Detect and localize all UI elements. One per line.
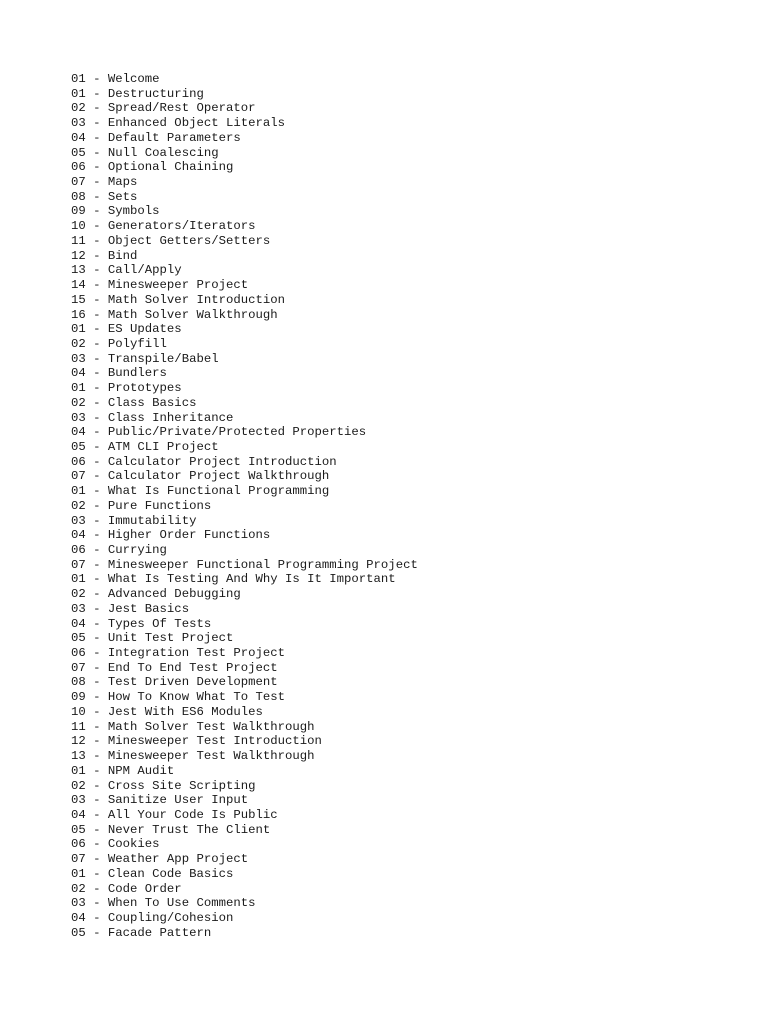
lesson-line: 03 - Transpile/Babel <box>71 351 219 366</box>
lesson-line: 04 - Bundlers <box>71 366 167 381</box>
lesson-line: 10 - Generators/Iterators <box>71 219 256 234</box>
lesson-line: 01 - Clean Code Basics <box>71 866 234 881</box>
lesson-line: 03 - Enhanced Object Literals <box>71 116 286 131</box>
lesson-line: 09 - How To Know What To Test <box>71 690 286 705</box>
lesson-line: 02 - Spread/Rest Operator <box>71 101 256 116</box>
lesson-line: 02 - Class Basics <box>71 395 197 410</box>
lesson-line: 07 - Minesweeper Functional Programming Project <box>71 557 418 572</box>
lesson-line: 09 - Symbols <box>71 204 160 219</box>
lesson-line: 08 - Sets <box>71 189 138 204</box>
lesson-line: 11 - Math Solver Test Walkthrough <box>71 719 315 734</box>
lesson-line: 15 - Math Solver Introduction <box>71 292 286 307</box>
lesson-line: 03 - When To Use Comments <box>71 896 256 911</box>
lesson-line: 04 - Default Parameters <box>71 130 241 145</box>
lesson-line: 10 - Jest With ES6 Modules <box>71 704 263 719</box>
lesson-line: 04 - All Your Code Is Public <box>71 807 278 822</box>
lesson-list <box>71 72 418 940</box>
lesson-line: 11 - Object Getters/Setters <box>71 233 271 248</box>
lesson-line: 02 - Polyfill <box>71 336 167 351</box>
lesson-line: 07 - Weather App Project <box>71 852 249 867</box>
lesson-line: 04 - Coupling/Cohesion <box>71 910 234 925</box>
lesson-line: 07 - End To End Test Project <box>71 660 278 675</box>
lesson-line: 06 - Integration Test Project <box>71 646 286 661</box>
lesson-line: 03 - Sanitize User Input <box>71 793 249 808</box>
lesson-line: 02 - Pure Functions <box>71 498 212 513</box>
lesson-line: 05 - Unit Test Project <box>71 631 234 646</box>
lesson-line: 16 - Math Solver Walkthrough <box>71 307 278 322</box>
lesson-line: 07 - Maps <box>71 175 138 190</box>
lesson-line: 05 - Null Coalescing <box>71 145 219 160</box>
lesson-line: 01 - What Is Testing And Why Is It Important <box>71 572 396 587</box>
lesson-line: 01 - Destructuring <box>71 86 204 101</box>
lesson-line: 03 - Jest Basics <box>71 601 190 616</box>
lesson-line: 07 - Calculator Project Walkthrough <box>71 469 330 484</box>
lesson-line: 01 - ES Updates <box>71 322 182 337</box>
lesson-line: 01 - What Is Functional Programming <box>71 484 330 499</box>
lesson-line: 06 - Cookies <box>71 837 160 852</box>
lesson-line: 03 - Immutability <box>71 513 197 528</box>
lesson-line: 06 - Optional Chaining <box>71 160 234 175</box>
lesson-line: 06 - Currying <box>71 543 167 557</box>
lesson-line: 08 - Test Driven Development <box>71 675 278 690</box>
lesson-line: 05 - Never Trust The Client <box>71 822 271 837</box>
lesson-line: 13 - Call/Apply <box>71 263 182 278</box>
lesson-line: 02 - Code Order <box>71 881 182 896</box>
lesson-line: 01 - Prototypes <box>71 381 182 396</box>
lesson-line: 04 - Public/Private/Protected Properties <box>71 425 367 440</box>
lesson-line: 02 - Cross Site Scripting <box>71 778 256 793</box>
lesson-line: 13 - Minesweeper Test Walkthrough <box>71 749 315 764</box>
lesson-line: 04 - Higher Order Functions <box>71 528 271 543</box>
lesson-line: 04 - Types Of Tests <box>71 616 212 631</box>
lesson-line: 12 - Minesweeper Test Introduction <box>71 734 322 749</box>
lesson-line: 01 - Welcome <box>71 72 160 86</box>
lesson-line: 03 - Class Inheritance <box>71 410 234 425</box>
lesson-line: 06 - Calculator Project Introduction <box>71 454 337 469</box>
lesson-line: 05 - ATM CLI Project <box>71 439 219 454</box>
lesson-line: 02 - Advanced Debugging <box>71 587 241 602</box>
lesson-line: 12 - Bind <box>71 248 138 263</box>
lesson-line: 01 - NPM Audit <box>71 763 175 778</box>
lesson-line: 14 - Minesweeper Project <box>71 278 249 293</box>
lesson-line: 05 - Facade Pattern <box>71 925 212 940</box>
